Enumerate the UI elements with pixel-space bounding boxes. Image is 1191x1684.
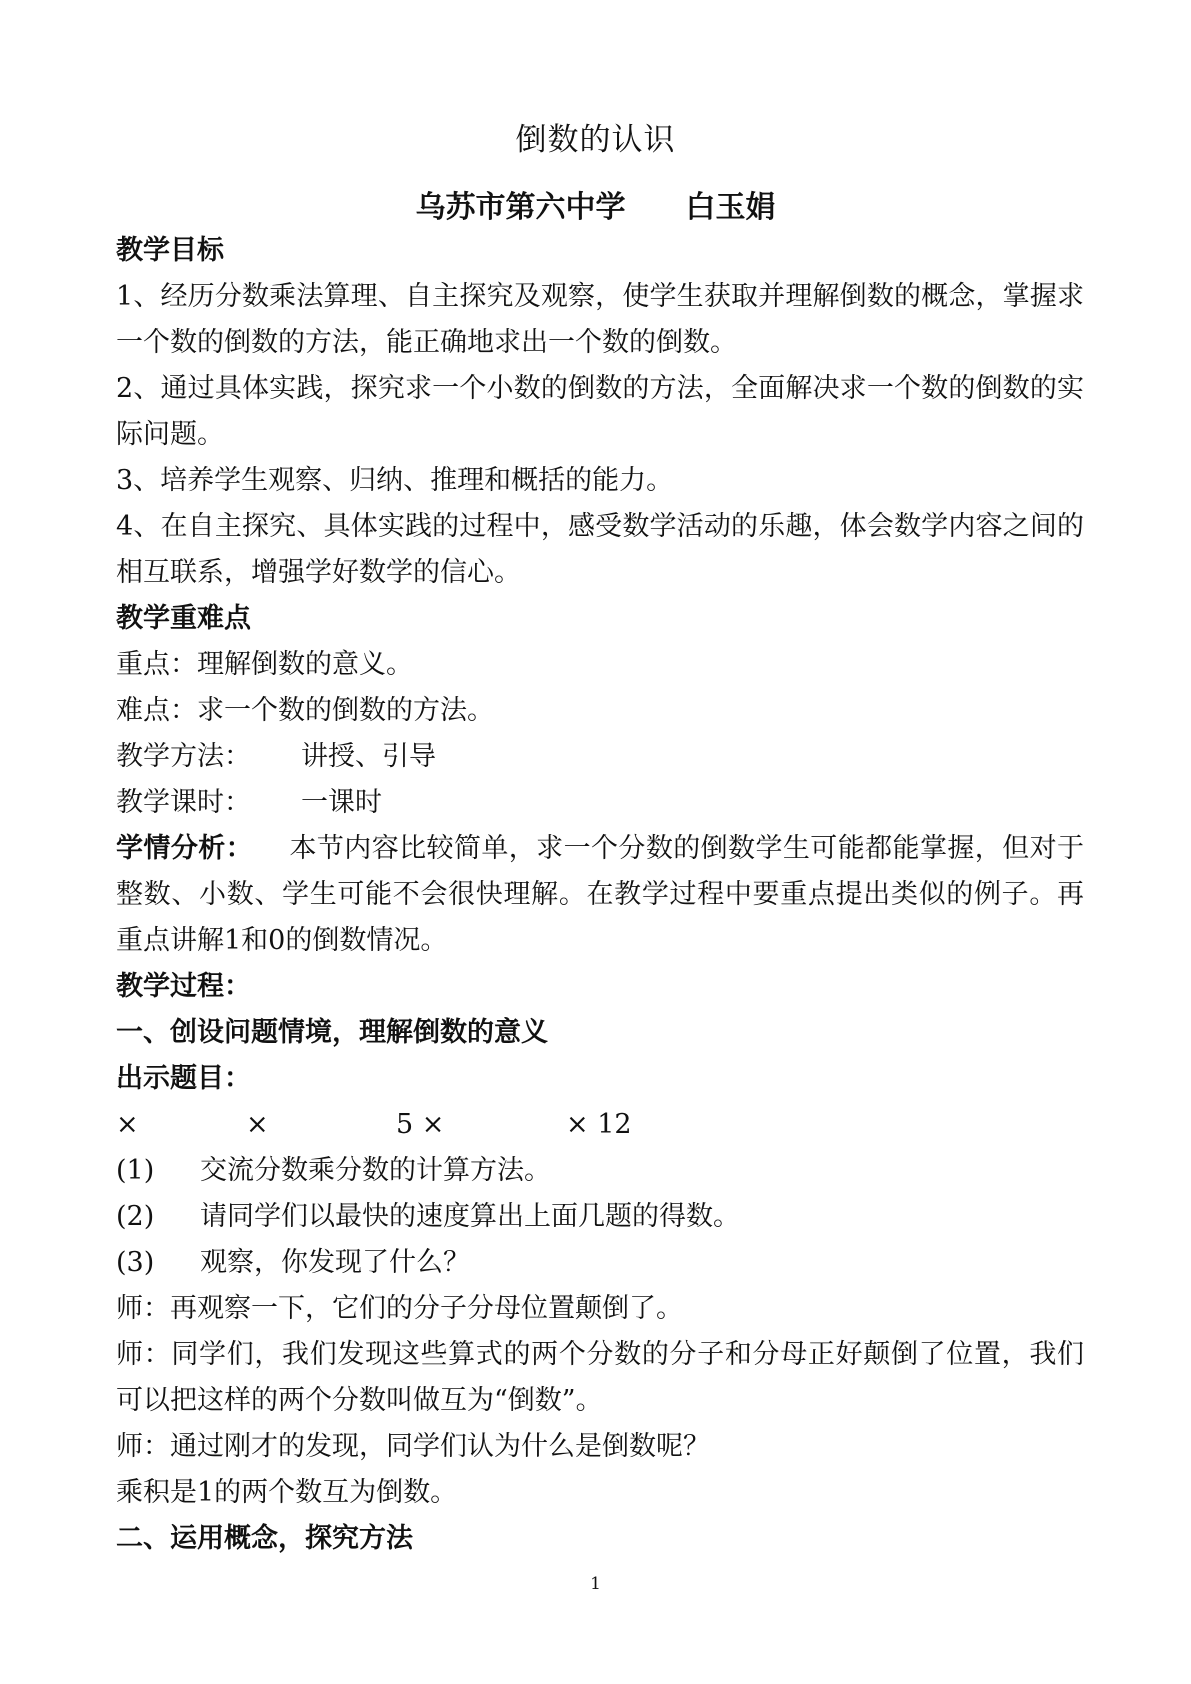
expression-row <box>116 1102 1084 1148</box>
difficulty-line: 难点：求一个数的倒数的方法。 <box>116 695 494 726</box>
expression-item: 5 × <box>396 1109 445 1140</box>
author-name: 白玉娟 <box>685 190 776 225</box>
step-number: (3) <box>116 1247 155 1278</box>
objective-item: 2、通过具体实践，探究求一个小数的倒数的方法，全面解决求一个数的倒数的实际问题。 <box>116 373 1084 450</box>
step-number: (1) <box>116 1155 155 1186</box>
analysis-paragraph <box>116 826 1084 964</box>
step-item <box>116 1240 1084 1286</box>
step-number: (2) <box>116 1201 155 1232</box>
analysis-text: 本节内容比较简单，求一个分数的倒数学生可能都能掌握，但对于整数、小数、学生可能不会很快理解。在教学过程中要重点提出类似的例子。再重点讲解1和0的倒数情况。 <box>116 833 1085 956</box>
document-body <box>116 228 1084 1562</box>
objectives-heading: 教学目标 <box>116 235 224 266</box>
keypoints-heading: 教学重难点 <box>116 603 251 634</box>
page-number: 1 <box>590 1574 601 1594</box>
hours-line <box>116 780 1084 826</box>
dialog-line: 乘积是1的两个数互为倒数。 <box>116 1477 458 1508</box>
method-line <box>116 734 1084 780</box>
hours-label: 教学课时： <box>116 787 251 818</box>
step-item <box>116 1148 1084 1194</box>
step-item <box>116 1194 1084 1240</box>
step-text: 请同学们以最快的速度算出上面几题的得数。 <box>200 1201 740 1232</box>
step-text: 交流分数乘分数的计算方法。 <box>200 1155 551 1186</box>
show-problems-label: 出示题目： <box>116 1063 251 1094</box>
objective-item: 3、培养学生观察、归纳、推理和概括的能力。 <box>116 465 674 496</box>
step-text: 观察，你发现了什么？ <box>200 1247 470 1278</box>
section-heading: 一、创设问题情境，理解倒数的意义 <box>116 1017 548 1048</box>
school-name: 乌苏市第六中学 <box>415 190 626 225</box>
process-heading: 教学过程： <box>116 971 251 1002</box>
author-line <box>0 182 1191 226</box>
expression-item: × <box>116 1109 139 1140</box>
dialog-line: 师：同学们，我们发现这些算式的两个分数的分子和分母正好颠倒了位置，我们可以把这样的两个分数叫做互为“倒数”。 <box>116 1339 1084 1416</box>
expression-item: × 12 <box>566 1109 632 1140</box>
method-value: 讲授、引导 <box>301 741 436 772</box>
keypoint-line: 重点：理解倒数的意义。 <box>116 649 413 680</box>
method-label: 教学方法： <box>116 741 251 772</box>
document-title: 倒数的认识 <box>515 122 676 158</box>
expression-item: × <box>246 1109 269 1140</box>
dialog-line: 师：再观察一下，它们的分子分母位置颠倒了。 <box>116 1293 683 1324</box>
analysis-label: 学情分析： <box>116 833 254 864</box>
objective-item: 1、经历分数乘法算理、自主探究及观察，使学生获取并理解倒数的概念，掌握求一个数的倒数的方法，能正确地求出一个数的倒数。 <box>116 281 1084 358</box>
section-heading: 二、运用概念，探究方法 <box>116 1523 413 1554</box>
dialog-line: 师：通过刚才的发现，同学们认为什么是倒数呢？ <box>116 1431 710 1462</box>
hours-value: 一课时 <box>301 787 382 818</box>
objective-item: 4、在自主探究、具体实践的过程中，感受数学活动的乐趣，体会数学内容之间的相互联系，增强学好数学的信心。 <box>116 511 1084 588</box>
